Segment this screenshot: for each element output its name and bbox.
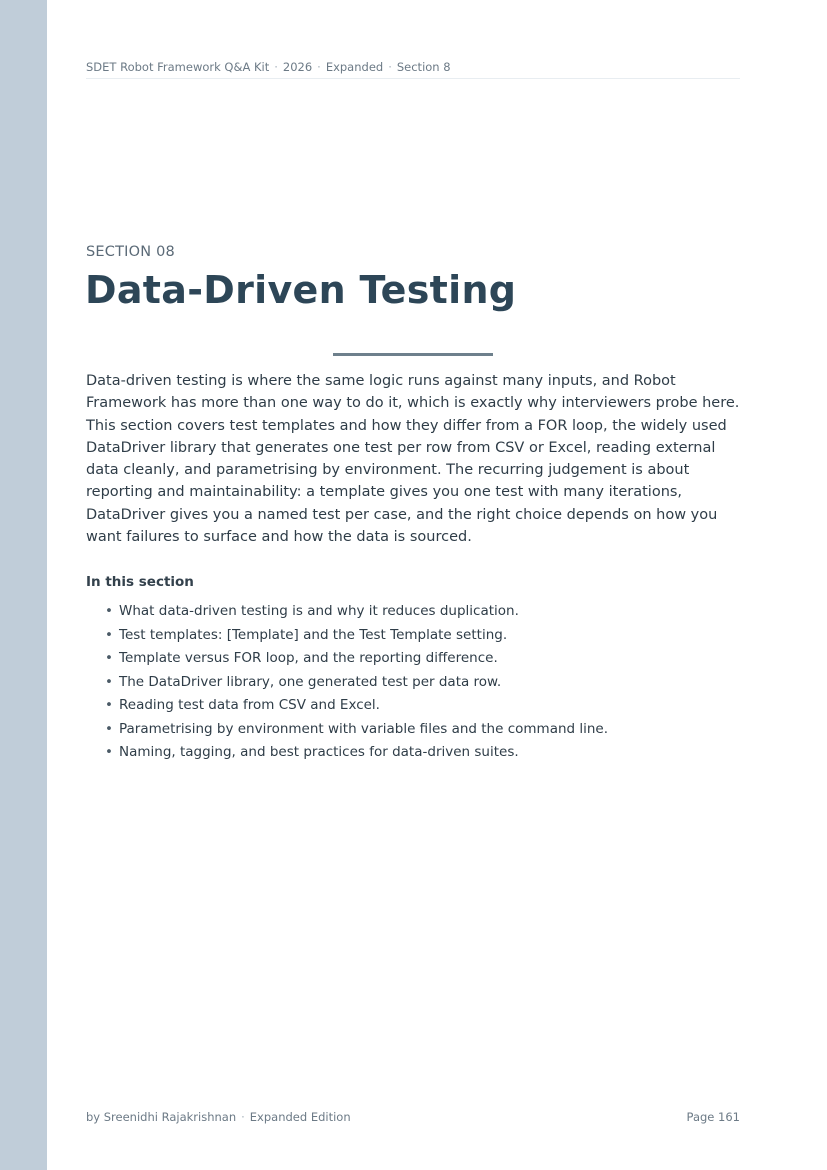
page-number: Page 161 xyxy=(686,1110,740,1124)
contents-list xyxy=(104,600,740,765)
bullet-icon: • xyxy=(105,697,113,713)
bullet-icon: • xyxy=(105,626,113,643)
contents-item-text: Naming, tagging, and best practices for data-driven suites. xyxy=(119,744,519,760)
contents-item xyxy=(104,694,740,718)
bullet-icon: • xyxy=(105,673,113,690)
contents-item-text: Test templates: [Template] and the Test Template setting. xyxy=(119,626,508,643)
header-section: Section 8 xyxy=(396,60,451,74)
section-title: Data-Driven Testing xyxy=(85,268,517,312)
contents-item xyxy=(104,741,740,765)
header-year: 2026 xyxy=(282,60,313,74)
bullet-icon: • xyxy=(105,603,113,619)
contents-item-text: What data-driven testing is and why it reduces duplication. xyxy=(119,603,519,619)
header-separator: · xyxy=(317,60,321,74)
footer-edition: Expanded Edition xyxy=(249,1110,351,1124)
contents-item xyxy=(104,671,740,695)
contents-item xyxy=(104,718,740,742)
contents-item-text: Reading test data from CSV and Excel. xyxy=(119,697,380,713)
side-accent-band xyxy=(0,0,47,1170)
footer-author: by Sreenidhi Rajakrishnan xyxy=(86,1110,237,1124)
section-intro: Data-driven testing is where the same logic runs against many inputs, and Robot Framework has more than one way to do it, which is exactly why interviewers probe here. This section covers test templates and how they differ from a FOR loop, the widely used DataDriver library that generates one test per row from CSV or Excel, reading external data cleanly, and parametrising by environment. The recurring judgement is about reporting and maintainability: a template gives you one test with many iterations, DataDriver gives you a named test per case, and the right choice depends on how you want failures to surface and how the data is sourced. xyxy=(86,373,740,546)
contents-item-text: Template versus FOR loop, and the reporting difference. xyxy=(119,650,498,666)
header-separator: · xyxy=(388,60,392,74)
header-book-title: SDET Robot Framework Q&A Kit xyxy=(86,60,270,74)
contents-item xyxy=(104,600,740,624)
footer-byline xyxy=(86,1110,351,1124)
contents-item-text: Parametrising by environment with variable files and the command line. xyxy=(119,720,609,737)
running-header xyxy=(86,60,740,79)
contents-item-text: The DataDriver library, one generated test per data row. xyxy=(119,673,502,690)
footer-separator: · xyxy=(241,1110,245,1124)
header-edition: Expanded xyxy=(325,60,384,74)
title-divider xyxy=(333,353,493,356)
section-eyebrow: SECTION 08 xyxy=(86,244,175,260)
contents-item xyxy=(104,624,740,648)
bullet-icon: • xyxy=(105,720,113,737)
bullet-icon: • xyxy=(105,650,113,666)
contents-heading: In this section xyxy=(86,574,194,590)
bullet-icon: • xyxy=(105,744,113,760)
contents-item xyxy=(104,647,740,671)
header-separator: · xyxy=(274,60,278,74)
